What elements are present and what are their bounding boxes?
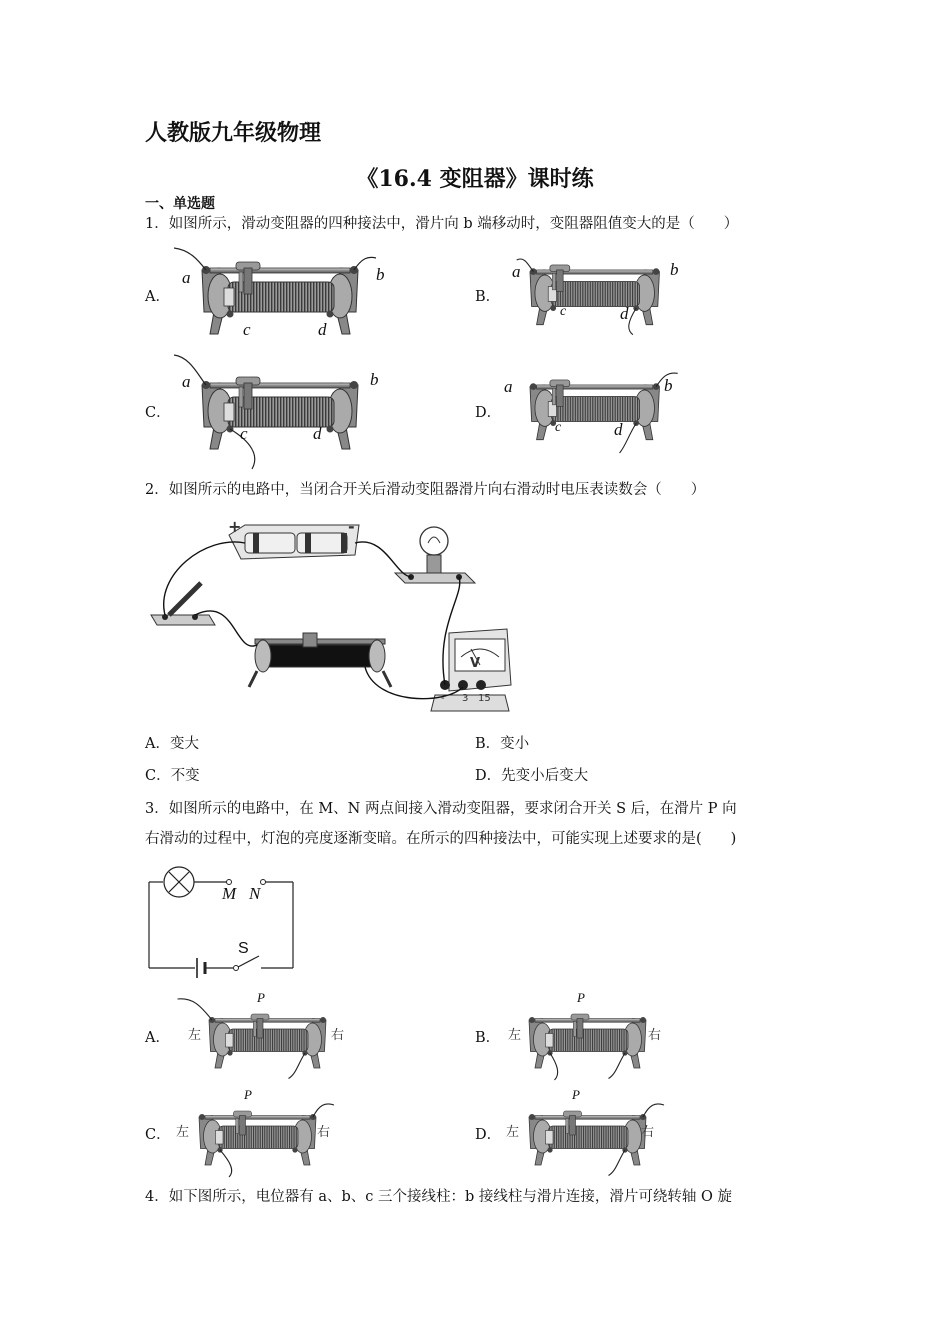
question-4-stem: 4．如下图所示，电位器有 a、b、c 三个接线柱：b 接线柱与滑片连接，滑片可绕转轴 O 旋 — [145, 1189, 732, 1205]
q2-battery-minus: - — [348, 517, 355, 536]
q1d-label-a: a — [504, 377, 513, 396]
q3b-label-p: P — [577, 990, 585, 1005]
question-2-stem: 2．如图所示的电路中，当闭合开关后滑动变阻器滑片向右滑动时电压表读数会（ ） — [145, 482, 706, 498]
q2-option-a[interactable]: A．变大 — [145, 736, 199, 752]
q3b-label-right: 右 — [648, 1028, 662, 1043]
q1a-label-d: d — [318, 320, 327, 339]
q2-option-d[interactable]: D．先变小后变大 — [475, 768, 589, 784]
q3a-label-right: 右 — [331, 1028, 345, 1043]
q2-terminal-neg: - — [441, 693, 445, 704]
q3-label-n: N — [249, 884, 261, 903]
q1-option-b[interactable]: B． — [475, 289, 501, 305]
q2-terminal-3: 3 — [462, 693, 469, 704]
q1d-label-d: d — [614, 420, 623, 439]
q1c-label-d: d — [313, 424, 322, 443]
q1d-label-c: c — [555, 420, 562, 435]
q3a-label-left: 左 — [188, 1028, 202, 1043]
q1-figure-d — [520, 370, 670, 455]
q3b-label-left: 左 — [508, 1028, 522, 1043]
q3d-label-p: P — [572, 1087, 580, 1102]
q2-meter-label: V — [470, 656, 481, 671]
q1-figure-b — [520, 255, 670, 340]
q1-option-c[interactable]: C． — [145, 405, 171, 421]
q3-label-m: M — [222, 884, 237, 903]
q3-label-s: S — [238, 940, 249, 957]
question-1-stem: 1．如图所示，滑动变阻器的四种接法中，滑片向 b 端移动时，变阻器阻值变大的是（ ） — [145, 216, 739, 232]
q1b-label-c: c — [560, 304, 567, 319]
q3c-label-p: P — [244, 1087, 252, 1102]
q2-option-b[interactable]: B．变小 — [475, 736, 530, 752]
q1-figure-a — [190, 250, 370, 345]
question-3-stem-line2: 右滑动的过程中，灯泡的亮度逐渐变暗。在所示的四种接法中，可能实现上述要求的是( ) — [145, 831, 737, 847]
q1c-label-a: a — [182, 372, 191, 391]
q1b-label-b: b — [670, 260, 679, 279]
q1c-label-b: b — [370, 370, 379, 389]
q1-figure-c — [190, 365, 370, 460]
q2-option-c[interactable]: C．不变 — [145, 768, 200, 784]
q1d-label-b: b — [664, 376, 673, 395]
q3-figure-b — [520, 1005, 660, 1080]
q1b-label-d: d — [620, 304, 629, 323]
q3d-label-right: 右 — [641, 1125, 655, 1140]
q3-option-a[interactable]: A． — [145, 1030, 170, 1046]
q3-option-b[interactable]: B． — [475, 1030, 501, 1046]
q2-terminal-15: 15 — [478, 693, 491, 704]
q3-figure-c — [190, 1102, 330, 1177]
q2-battery-plus: + — [228, 517, 242, 536]
q1a-label-c: c — [243, 320, 251, 339]
q3c-label-left: 左 — [176, 1125, 190, 1140]
q3d-label-left: 左 — [506, 1125, 520, 1140]
q1-option-d[interactable]: D． — [475, 405, 502, 421]
page-title: 人教版九年级物理 — [145, 121, 322, 146]
q1a-label-b: b — [376, 265, 385, 284]
q3c-label-right: 右 — [317, 1125, 331, 1140]
q3-option-d[interactable]: D． — [475, 1127, 502, 1143]
q1a-label-a: a — [182, 268, 191, 287]
section-heading: 一、单选题 — [145, 196, 215, 212]
q3-figure-d — [520, 1102, 660, 1177]
q3a-label-p: P — [257, 990, 265, 1005]
q1c-label-c: c — [240, 424, 248, 443]
lesson-title: 《16.4 变阻器》课时练 — [356, 166, 594, 192]
q2-circuit-figure — [145, 515, 525, 715]
q1-option-a[interactable]: A． — [145, 289, 170, 305]
q1b-label-a: a — [512, 262, 521, 281]
q3-figure-a — [200, 1005, 340, 1080]
q3-option-c[interactable]: C． — [145, 1127, 171, 1143]
question-3-stem-line1: 3．如图所示的电路中，在 M、N 两点间接入滑动变阻器，要求闭合开关 S 后，在滑片 P 向 — [145, 801, 737, 817]
